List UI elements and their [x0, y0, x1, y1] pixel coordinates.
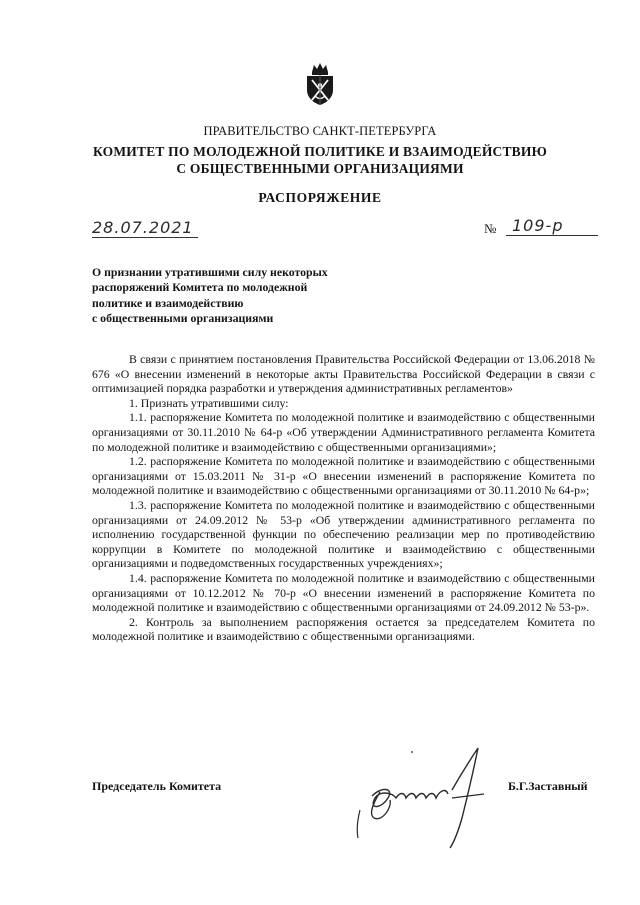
committee-name [0, 143, 640, 177]
body-paragraph: 1.2. распоряжение Комитета по молодежной политике и взаимодействию с общественными организациями от 15.03.2011 № 31-р «О внесении изменений в распоряжение Комитета по молодежной политике и взаимодействию с общественными организациями от 30.11.2010 № 64-р»; [92, 454, 595, 498]
document-body [92, 352, 595, 644]
document-type: РАСПОРЯЖЕНИЕ [258, 190, 382, 205]
body-paragraph: 1.3. распоряжение Комитета по молодежной политике и взаимодействию с общественными организациями от 24.09.2012 № 53-р «Об утверждении административного регламента по исполнению государственной функции по обеспечению реализации мер по противодействию коррупции в Комитете по молодежной политике и взаимодействию с общественными организациями и подведомственных государственных учреждениях»; [92, 497, 595, 571]
committee-name-line: С ОБЩЕСТВЕННЫМИ ОРГАНИЗАЦИЯМИ [176, 161, 464, 176]
body-paragraph: 1.4. распоряжение Комитета по молодежной политике и взаимодействию с общественными организациями от 10.12.2012 № 70-р «О внесении изменений в распоряжение Комитета по молодежной политике и взаимодействию с общественными организациями от 24.09.2012 № 53-р». [92, 570, 595, 615]
signatory-name: Б.Г.Заставный [508, 779, 588, 793]
document-date: 28.07.2021 [92, 218, 198, 238]
subject-line: О признании утратившими силу некоторых [92, 265, 328, 279]
number-label: № [484, 221, 497, 236]
body-paragraph: 2. Контроль за выполнением распоряжения остается за председателем Комитета по молодежной политике и взаимодействию с общественными организациями. [92, 614, 595, 644]
body-paragraph: 1. Признать утратившими силу: [129, 395, 289, 410]
subject-line: распоряжений Комитета по молодежной [92, 280, 308, 295]
subject-line: с общественными организациями [92, 310, 274, 325]
handwritten-signature [352, 738, 502, 850]
document-subject [92, 265, 392, 326]
document-number: 109-р [506, 216, 598, 236]
body-paragraph: В связи с принятием постановления Правительства Российской Федерации от 13.06.2018 № 676 «О внесении изменений в некоторые акты Правительства Российской Федерации в связи с оптимизацией порядка разработки и утверждения административных регламентов» [92, 352, 595, 396]
committee-name-line: КОМИТЕТ ПО МОЛОДЕЖНОЙ ПОЛИТИКЕ И ВЗАИМОДЕЙСТВИЮ [93, 144, 547, 159]
coat-of-arms-icon [302, 60, 338, 108]
subject-line: политике и взаимодействию [92, 295, 244, 310]
government-name: ПРАВИТЕЛЬСТВО САНКТ-ПЕТЕРБУРГА [203, 124, 437, 138]
body-paragraph: 1.1. распоряжение Комитета по молодежной политике и взаимодействию с общественными организациями от 30.11.2010 № 64-р «Об утверждении Административного регламента Комитета по молодежной политике и взаимодействию с общественными организациями»; [92, 410, 595, 454]
signatory-title: Председатель Комитета [92, 779, 222, 793]
